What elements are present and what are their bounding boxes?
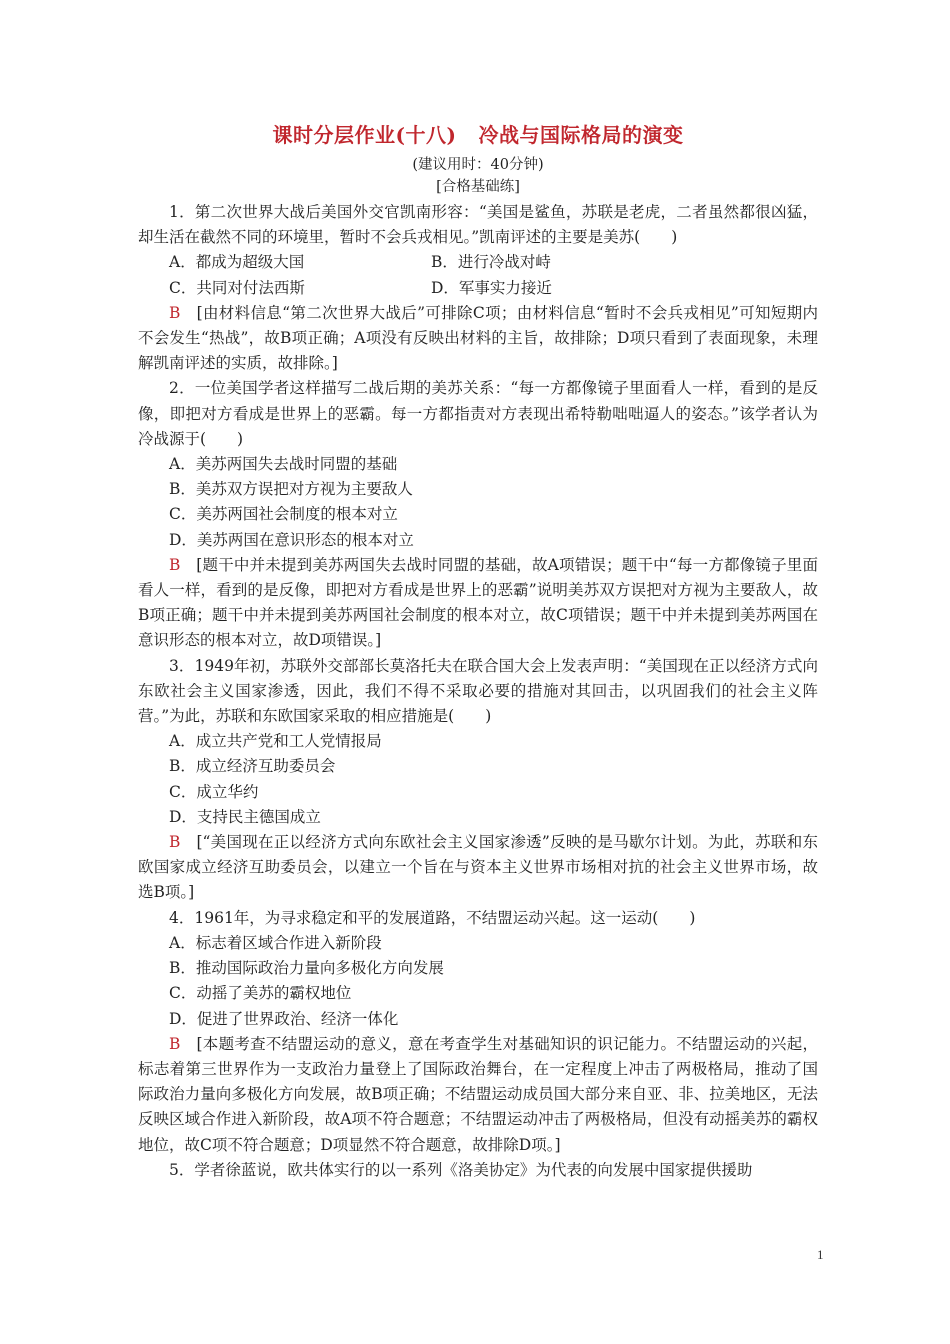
option-b: B．进行冷战对峙 [431, 253, 551, 272]
answer-explanation [138, 830, 818, 906]
option-a: A．美苏两国失去战时同盟的基础 [169, 455, 398, 474]
question-1 [138, 200, 818, 376]
option-b: B．推动国际政治力量向多极化方向发展 [169, 959, 444, 978]
section-heading: [合格基础练] [436, 179, 520, 195]
answer-explanation [138, 553, 818, 654]
option-a: A．都成为超级大国 [169, 253, 305, 272]
option-c: C．共同对付法西斯 [169, 278, 305, 297]
page-number: 1 [817, 1247, 824, 1262]
option-a: A．标志着区域合作进入新阶段 [169, 933, 382, 952]
answer-letter: B [169, 1034, 181, 1053]
question-5 [138, 1158, 818, 1183]
question-stem: 3．1949年初，苏联外交部部长莫洛托夫在联合国大会上发表声明：“美国现在正以经济方式向东欧社会主义国家渗透，因此，我们不得不采取必要的措施对其回击，以巩固我们的社会主义阵营。”为此，苏联和东欧国家采取的相应措施是( ) [138, 656, 818, 726]
options-row [138, 276, 818, 301]
answer-letter: B [169, 555, 181, 574]
explanation-text: [题干中并未提到美苏两国失去战时同盟的基础，故A项错误；题干中“每一方都像镜子里面看人一样，看到的是反像，即把对方看成是世界上的恶霸”说明美苏双方误把对方视为主要敌人，故B项正确；题干中并未提到美苏两国社会制度的根本对立，故C项错误；题干中并未提到美苏两国在意识形态的根本对立，故D项错误。] [138, 555, 818, 650]
question-stem: 4．1961年，为寻求稳定和平的发展道路，不结盟运动兴起。这一运动( ) [169, 908, 696, 927]
option-d: D．军事实力接近 [431, 278, 552, 297]
answer-explanation [138, 1032, 818, 1158]
explanation-text: [“美国现在正以经济方式向东欧社会主义国家渗透”反映的是马歇尔计划。为此，苏联和东欧国家成立经济互助委员会，以建立一个旨在与资本主义世界市场相对抗的社会主义世界市场，故选B项。] [138, 833, 818, 902]
answer-letter: B [169, 833, 181, 852]
explanation-text: [由材料信息“第二次世界大战后”可排除C项；由材料信息“暂时不会兵戎相见”可知短期内不会发生“热战”，故B项正确；A项没有反映出材料的主旨，故排除；D项只看到了表面现象，未理解凯南评述的实质，故排除。] [138, 303, 818, 373]
title-main: 课时分层作业(十八) [272, 123, 457, 147]
question-stem: 2．一位美国学者这样描写二战后期的美苏关系：“每一方都像镜子里面看人一样，看到的是反像，即把对方看成是世界上的恶霸。每一方都指责对方表现出希特勒咄咄逼人的姿态。”该学者认为冷战源于( ) [138, 379, 818, 448]
question-stem: 1．第二次世界大战后美国外交官凯南形容：“美国是鲨鱼，苏联是老虎，二者虽然都很凶猛，却生活在截然不同的环境里，暂时不会兵戎相见。”凯南评述的主要是美苏( ) [138, 203, 818, 247]
option-d: D．支持民主德国成立 [169, 807, 321, 826]
option-b: B．成立经济互助委员会 [169, 757, 336, 776]
question-2 [138, 376, 818, 653]
question-4 [138, 906, 818, 1158]
option-c: C．成立华约 [169, 782, 259, 801]
answer-explanation [138, 301, 818, 377]
option-c: C．动摇了美苏的霸权地位 [169, 984, 352, 1003]
option-c: C．美苏两国社会制度的根本对立 [169, 505, 398, 524]
time-note: (建议用时：40分钟) [412, 157, 544, 173]
explanation-text: [本题考查不结盟运动的意义，意在考查学生对基础知识的识记能力。不结盟运动的兴起，标志着第三世界作为一支政治力量登上了国际政治舞台，在一定程度上冲击了两极格局，推动了国际政治力量向多极化方向发展，故B项正确；不结盟运动成员国大部分来自亚、非、拉美地区，无法反映区域合作进入新阶段，故A项不符合题意；不结盟运动冲击了两极格局，但没有动摇美苏的霸权地位，故C项不符合题意；D项显然不符合题意，故排除D项。] [138, 1034, 818, 1154]
document-page [138, 118, 818, 1183]
answer-letter: B [169, 303, 181, 322]
question-stem: 5．学者徐蓝说，欧共体实行的以一系列《洛美协定》为代表的向发展中国家提供援助 [169, 1160, 753, 1179]
page-title [138, 118, 818, 152]
option-d: D．美苏两国在意识形态的根本对立 [169, 530, 414, 549]
options-row [138, 250, 818, 275]
option-d: D．促进了世界政治、经济一体化 [169, 1009, 399, 1028]
option-a: A．成立共产党和工人党情报局 [169, 732, 382, 751]
title-topic: 冷战与国际格局的演变 [478, 123, 684, 147]
option-b: B．美苏双方误把对方视为主要敌人 [169, 480, 413, 499]
question-3 [138, 654, 818, 906]
